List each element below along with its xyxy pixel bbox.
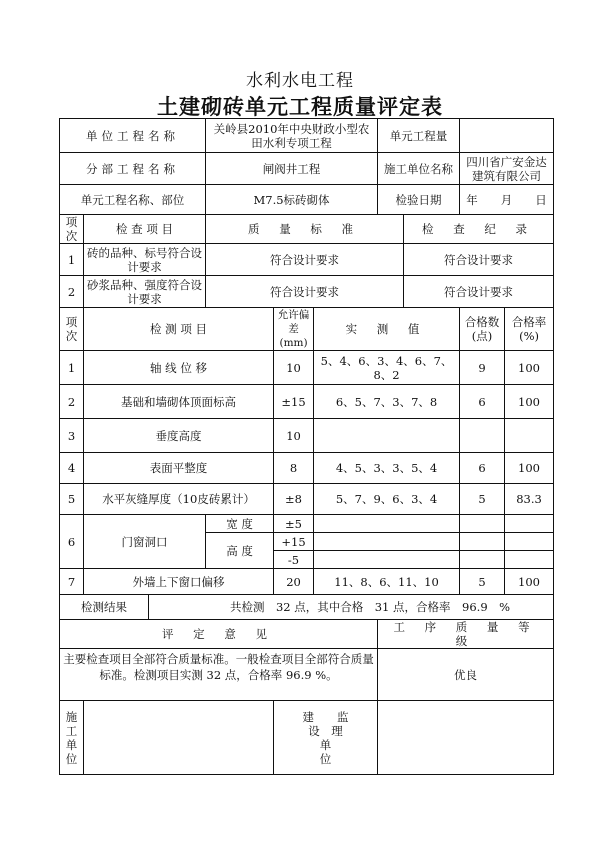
- measure-row-values: 5、7、9、6、3、4: [314, 484, 460, 515]
- measure-row-rate: 100: [505, 569, 554, 595]
- element-value: M7.5标砖砌体: [206, 185, 378, 215]
- constructor-value: 四川省广安金达建筑有限公司: [460, 153, 554, 185]
- constructor-sign-label: 施 工 单 位: [60, 701, 84, 775]
- inspection-row: [60, 276, 554, 308]
- result-summary: 共检测 32 点，其中合格 31 点，合格率 96.9 %: [149, 595, 554, 620]
- inspection-row-record: 符合设计要求: [404, 276, 554, 308]
- evaluation-opinion-label: 评 定 意 见: [60, 620, 378, 649]
- inspection-col-no: 项次: [60, 215, 84, 244]
- inspection-col-record: 检 查 纪 录: [404, 215, 554, 244]
- supervisor-sign-area: [378, 701, 554, 775]
- check-date-label: 检验日期: [378, 185, 460, 215]
- measure-row-tolerance: 10: [274, 351, 314, 385]
- result-label: 检测结果: [60, 595, 149, 620]
- measure-row-count: 9: [460, 351, 505, 385]
- measure-row-no: 7: [60, 569, 84, 595]
- inspection-row-standard: 符合设计要求: [206, 276, 404, 308]
- measure-row-no: 4: [60, 453, 84, 484]
- inspection-col-item: 检 查 项 目: [84, 215, 206, 244]
- measure-sub-item-height: 高 度: [206, 533, 274, 569]
- measure-row-item: 门窗洞口: [84, 515, 206, 569]
- measure-col-rate: 合格率(%): [505, 308, 554, 351]
- evaluation-grade-label: 工 序 质 量 等 级: [378, 620, 554, 649]
- measure-row-count: [460, 419, 505, 453]
- measure-row-item: 表面平整度: [84, 453, 274, 484]
- measure-row-no: 3: [60, 419, 84, 453]
- measure-row: [60, 419, 554, 453]
- measure-row-values: 4、5、3、3、5、4: [314, 453, 460, 484]
- inspection-row-standard: 符合设计要求: [206, 244, 404, 276]
- inspection-row-no: 1: [60, 244, 84, 276]
- measure-row: [60, 484, 554, 515]
- measure-row-values: 11、8、6、11、10: [314, 569, 460, 595]
- measure-row-item: 外墙上下窗口偏移: [84, 569, 274, 595]
- measure-col-tolerance: 允许偏差(mm): [274, 308, 314, 351]
- inspection-row-item: 砂浆品种、强度符合设计要求: [84, 276, 206, 308]
- constructor-label: 施工单位名称: [378, 153, 460, 185]
- measure-row-count: 5: [460, 569, 505, 595]
- measure-row-count: 6: [460, 385, 505, 419]
- page-heading: 水利水电工程: [246, 71, 354, 91]
- inspection-row-record: 符合设计要求: [404, 244, 554, 276]
- measure-row-values: 5、4、6、3、4、6、7、8、2: [314, 351, 460, 385]
- unit-quantity-label: 单元工程量: [378, 119, 460, 153]
- measure-sub-tolerance: +15: [274, 533, 314, 551]
- measure-row-values: 6、5、7、3、7、8: [314, 385, 460, 419]
- measure-row-no: 6: [60, 515, 84, 569]
- measure-col-count: 合格数(点): [460, 308, 505, 351]
- element-label: 单元工程名称、部位: [60, 185, 206, 215]
- measure-sub-tolerance: -5: [274, 551, 314, 569]
- unit-project-name-value: 关岭县2010年中央财政小型农田水利专项工程: [206, 119, 378, 153]
- measure-row-values: [314, 419, 460, 453]
- measure-sub-item-width: 宽 度: [206, 515, 274, 533]
- measure-row-rate: 83.3: [505, 484, 554, 515]
- unit-quantity-value: [460, 119, 554, 153]
- evaluation-opinion-text: 主要检查项目全部符合质量标准。一般检查项目全部符合质量标准。检测项目实测 32 点，合格率 96.9 %。: [60, 649, 378, 701]
- measure-col-no: 项次: [60, 308, 84, 351]
- inspection-row-item: 砖的品种、标号符合设计要求: [84, 244, 206, 276]
- measure-row-tolerance: ±15: [274, 385, 314, 419]
- measure-row: [60, 385, 554, 419]
- measure-col-values: 实 测 值: [314, 308, 460, 351]
- measure-row-tolerance: ±8: [274, 484, 314, 515]
- measure-row: [60, 515, 554, 533]
- unit-project-name-label: 单位工程名称: [60, 119, 206, 153]
- inspection-col-standard: 质 量 标 准: [206, 215, 404, 244]
- measure-sub-tolerance: ±5: [274, 515, 314, 533]
- measure-row-item: 轴 线 位 移: [84, 351, 274, 385]
- measure-row: [60, 569, 554, 595]
- measure-row-tolerance: 10: [274, 419, 314, 453]
- sub-project-value: 闸阀井工程: [206, 153, 378, 185]
- quality-assessment-table: [59, 118, 554, 775]
- measure-row-rate: 100: [505, 453, 554, 484]
- measure-row-item: 水平灰缝厚度（10皮砖累计）: [84, 484, 274, 515]
- form-title: 土建砌砖单元工程质量评定表: [157, 94, 443, 119]
- measure-row-rate: 100: [505, 351, 554, 385]
- measure-row: [60, 453, 554, 484]
- measure-row-no: 1: [60, 351, 84, 385]
- check-date-value: 年 月 日: [460, 185, 554, 215]
- measure-row-rate: [505, 419, 554, 453]
- measure-row-item: 基础和墙砌体顶面标高: [84, 385, 274, 419]
- measure-row-no: 5: [60, 484, 84, 515]
- measure-row-tolerance: 20: [274, 569, 314, 595]
- constructor-sign-area: [84, 701, 274, 775]
- measure-row-count: 5: [460, 484, 505, 515]
- sub-project-label: 分部工程名称: [60, 153, 206, 185]
- inspection-row: [60, 244, 554, 276]
- evaluation-grade-value: 优良: [378, 649, 554, 701]
- supervisor-sign-label: 建 监 设 理 单 位: [274, 701, 378, 775]
- measure-row: [60, 351, 554, 385]
- measure-row-count: 6: [460, 453, 505, 484]
- measure-row-tolerance: 8: [274, 453, 314, 484]
- measure-row-rate: 100: [505, 385, 554, 419]
- inspection-row-no: 2: [60, 276, 84, 308]
- measure-row-no: 2: [60, 385, 84, 419]
- measure-col-item: 检 测 项 目: [84, 308, 274, 351]
- measure-row-item: 垂度高度: [84, 419, 274, 453]
